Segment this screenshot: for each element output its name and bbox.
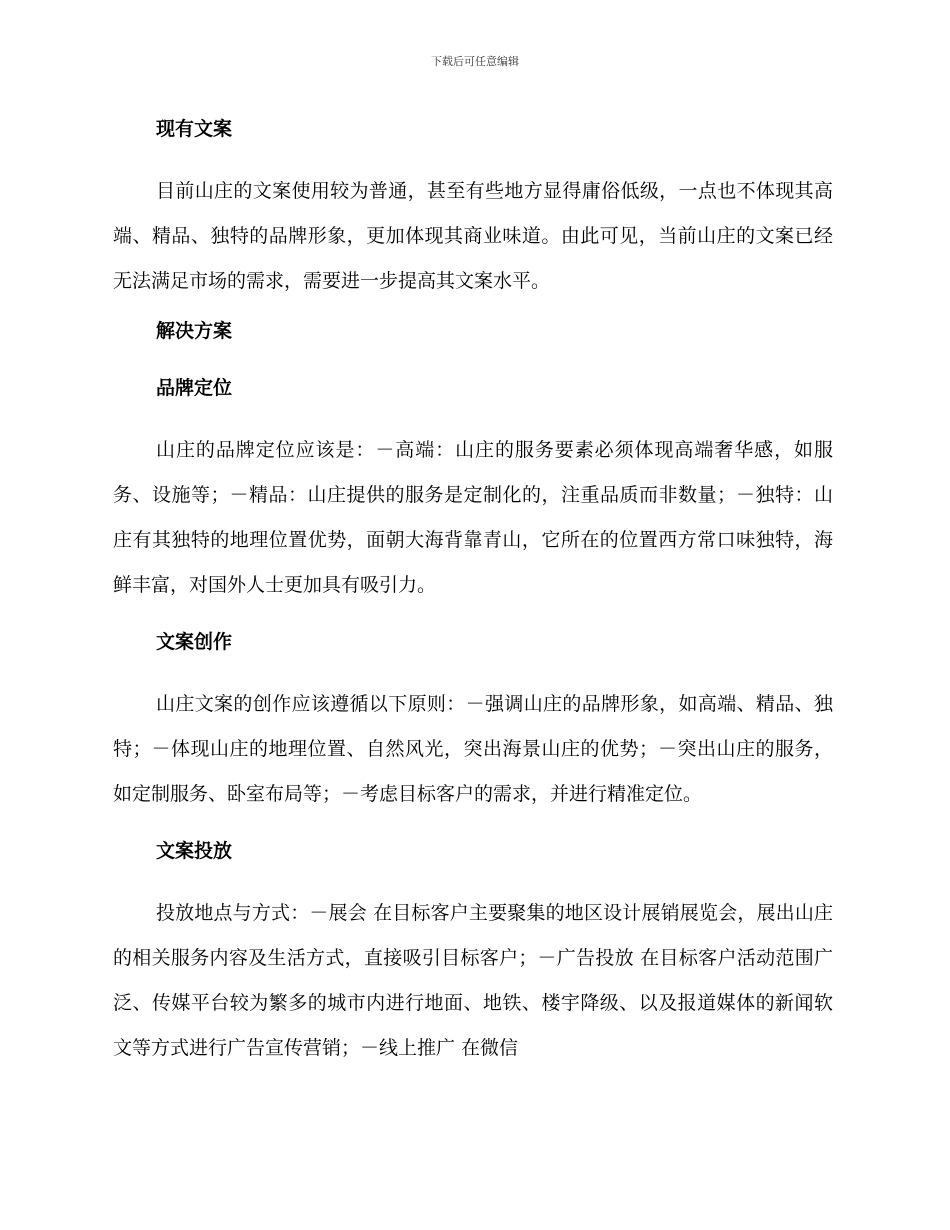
section-heading-copy-placement: 文案投放 (156, 840, 233, 862)
section-heading-copy-creation: 文案创作 (156, 631, 233, 653)
section-paragraph-copy-placement: 投放地点与方式：－展会 在目标客户主要聚集的地区设计展销展览会，展出山庄的相关服务内容及生活方式，直接吸引目标客户；－广告投放 在目标客户活动范围广泛、传媒平台较为繁多的城市内进行地面、地铁、楼宇降级、以及报道媒体的新闻软文等方式进行广告宣传营销；－线上推广 在微信 (113, 902, 833, 1059)
section-paragraph-brand-positioning: 山庄的品牌定位应该是：－高端：山庄的服务要素必须体现高端奢华感，如服务、设施等；－精品：山庄提供的服务是定制化的，注重品质而非数量；－独特：山庄有其独特的地理位置优势，面朝大海背靠青山，它所在的位置西方常口味独特，海鲜丰富，对国外人士更加具有吸引力。 (113, 439, 833, 596)
section-heading-existing-copy: 现有文案 (156, 118, 233, 140)
section-heading-brand-positioning: 品牌定位 (156, 377, 233, 399)
section-paragraph-copy-creation: 山庄文案的创作应该遵循以下原则：－强调山庄的品牌形象，如高端、精品、独特；－体现山庄的地理位置、自然风光，突出海景山庄的优势；－突出山庄的服务，如定制服务、卧室布局等；－考虑目标客户的需求，并进行精准定位。 (113, 693, 833, 805)
document-body (113, 112, 833, 1071)
section-paragraph-existing-copy: 目前山庄的文案使用较为普通，甚至有些地方显得庸俗低级，一点也不体现其高端、精品、独特的品牌形象，更加体现其商业味道。由此可见，当前山庄的文案已经无法满足市场的需求，需要进一步提高其文案水平。 (113, 180, 833, 292)
section-heading-solution: 解决方案 (156, 320, 233, 342)
page-header: 下载后可任意编辑 (431, 55, 519, 68)
